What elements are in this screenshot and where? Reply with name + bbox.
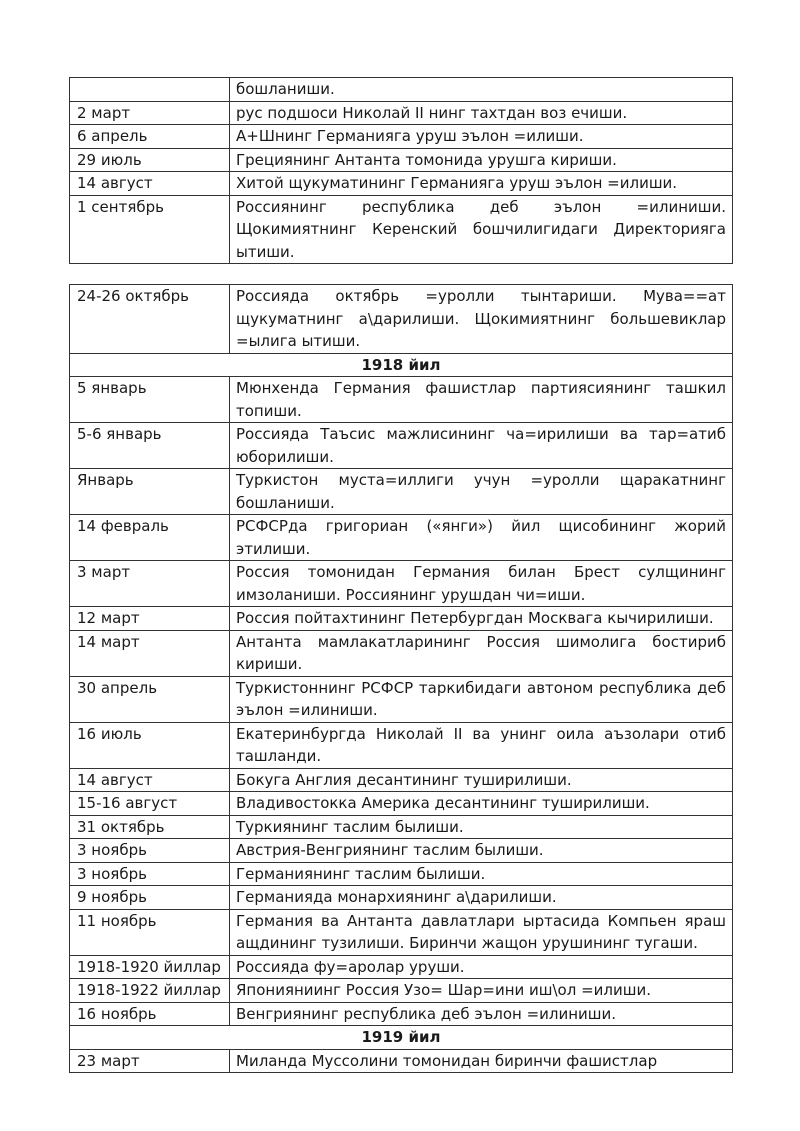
table-row [70, 815, 733, 839]
event-cell: Туркистоннинг РСФСР таркибидаги автоном республика деб эълон =илиниши. [230, 676, 733, 722]
table-row [70, 148, 733, 172]
table-row [70, 862, 733, 886]
date-cell: 5-6 январь [70, 423, 230, 469]
date-cell: 9 ноябрь [70, 886, 230, 910]
event-cell: Россияда фу=аролар уруши. [230, 955, 733, 979]
date-cell: 1 сентябрь [70, 195, 230, 264]
event-cell: Антанта мамлакатларининг Россия шимолига бостириб кириши. [230, 630, 733, 676]
event-cell: А+Шнинг Германияга уруш эълон =илиши. [230, 125, 733, 149]
table-row [70, 955, 733, 979]
event-cell: Германия ва Антанта давлатлари ыртасида Компьен яраш ащдининг тузилиши. Биринчи жащон урушининг тугаши. [230, 909, 733, 955]
table-row [70, 515, 733, 561]
chronology-table-top [69, 77, 733, 264]
date-cell: 14 август [70, 768, 230, 792]
table-row [70, 125, 733, 149]
table-row [70, 909, 733, 955]
table-row [70, 768, 733, 792]
event-cell: Россияда Таъсис мажлисининг ча=ирилиши ва тар=атиб юборилиши. [230, 423, 733, 469]
date-cell: 14 март [70, 630, 230, 676]
event-cell: Австрия-Венгриянинг таслим былиши. [230, 839, 733, 863]
chronology-table-body [70, 285, 733, 1073]
date-cell: 11 ноябрь [70, 909, 230, 955]
date-cell [70, 78, 230, 102]
date-cell: 2 март [70, 101, 230, 125]
table-row [70, 469, 733, 515]
table-row [70, 1002, 733, 1026]
date-cell: 12 март [70, 607, 230, 631]
date-cell: 3 ноябрь [70, 862, 230, 886]
event-cell: Россия томонидан Германия билан Брест сулщининг имзоланиши. Россиянинг урушдан чи=иши. [230, 561, 733, 607]
chronology-table-bottom [69, 284, 733, 1073]
date-cell: 3 ноябрь [70, 839, 230, 863]
table-row [70, 423, 733, 469]
table-row [70, 561, 733, 607]
date-cell: 1918-1922 йиллар [70, 979, 230, 1003]
event-cell: рус подшоси Николай II нинг тахтдан воз ечиши. [230, 101, 733, 125]
table-row [70, 101, 733, 125]
event-cell: РСФСРда григориан («янги») йил щисобининг жорий этилиши. [230, 515, 733, 561]
table-row [70, 377, 733, 423]
date-cell: 30 апрель [70, 676, 230, 722]
table-row [70, 172, 733, 196]
table-row [70, 195, 733, 264]
chronology-table-body [70, 78, 733, 264]
date-cell: Январь [70, 469, 230, 515]
table-row [70, 979, 733, 1003]
event-cell: Грециянинг Антанта томонида урушга кириши. [230, 148, 733, 172]
date-cell: 31 октябрь [70, 815, 230, 839]
year-heading-row [70, 353, 733, 377]
event-cell: Венгриянинг республика деб эълон =илиниши. [230, 1002, 733, 1026]
event-cell: Туркиянинг таслим былиши. [230, 815, 733, 839]
date-cell: 3 март [70, 561, 230, 607]
date-cell: 6 апрель [70, 125, 230, 149]
date-cell: 29 июль [70, 148, 230, 172]
table-row [70, 285, 733, 354]
date-cell: 24-26 октябрь [70, 285, 230, 354]
table-row [70, 722, 733, 768]
date-cell: 5 январь [70, 377, 230, 423]
year-heading: 1918 йил [70, 353, 733, 377]
event-cell: Хитой щукуматининг Германияга уруш эълон =илиши. [230, 172, 733, 196]
date-cell: 1918-1920 йиллар [70, 955, 230, 979]
event-cell: Миланда Муссолини томонидан биринчи фашистлар [230, 1049, 733, 1073]
date-cell: 14 август [70, 172, 230, 196]
event-cell: Владивостокка Америка десантининг туширилиши. [230, 792, 733, 816]
year-heading-row [70, 1026, 733, 1050]
date-cell: 23 март [70, 1049, 230, 1073]
date-cell: 14 февраль [70, 515, 230, 561]
event-cell: Россия пойтахтининг Петербургдан Москвага кычирилиши. [230, 607, 733, 631]
event-cell: Екатеринбургда Николай II ва унинг оила аъзолари отиб ташланди. [230, 722, 733, 768]
event-cell: Японияниинг Россия Узо= Шар=ини иш\ол =илиши. [230, 979, 733, 1003]
table-row [70, 78, 733, 102]
event-cell: Германияда монархиянинг а\дарилиши. [230, 886, 733, 910]
table-row [70, 630, 733, 676]
event-cell: бошланиши. [230, 78, 733, 102]
event-cell: Россияда октябрь =уролли тынтариши. Мува==ат щукуматнинг а\дарилиши. Щокимиятнинг большевиклар =ылига ытиши. [230, 285, 733, 354]
event-cell: Туркистон муста=иллиги учун =уролли щаракатнинг бошланиши. [230, 469, 733, 515]
event-cell: Россиянинг республика деб эълон =илиниши. Щокимиятнинг Керенский бошчилигидаги Директорияга ытиши. [230, 195, 733, 264]
table-row [70, 676, 733, 722]
table-row [70, 607, 733, 631]
table-row [70, 1049, 733, 1073]
event-cell: Германиянинг таслим былиши. [230, 862, 733, 886]
event-cell: Бокуга Англия десантининг туширилиши. [230, 768, 733, 792]
table-row [70, 792, 733, 816]
date-cell: 15-16 август [70, 792, 230, 816]
date-cell: 16 июль [70, 722, 230, 768]
event-cell: Мюнхенда Германия фашистлар партиясиянинг ташкил топиши. [230, 377, 733, 423]
date-cell: 16 ноябрь [70, 1002, 230, 1026]
table-row [70, 839, 733, 863]
year-heading: 1919 йил [70, 1026, 733, 1050]
table-row [70, 886, 733, 910]
